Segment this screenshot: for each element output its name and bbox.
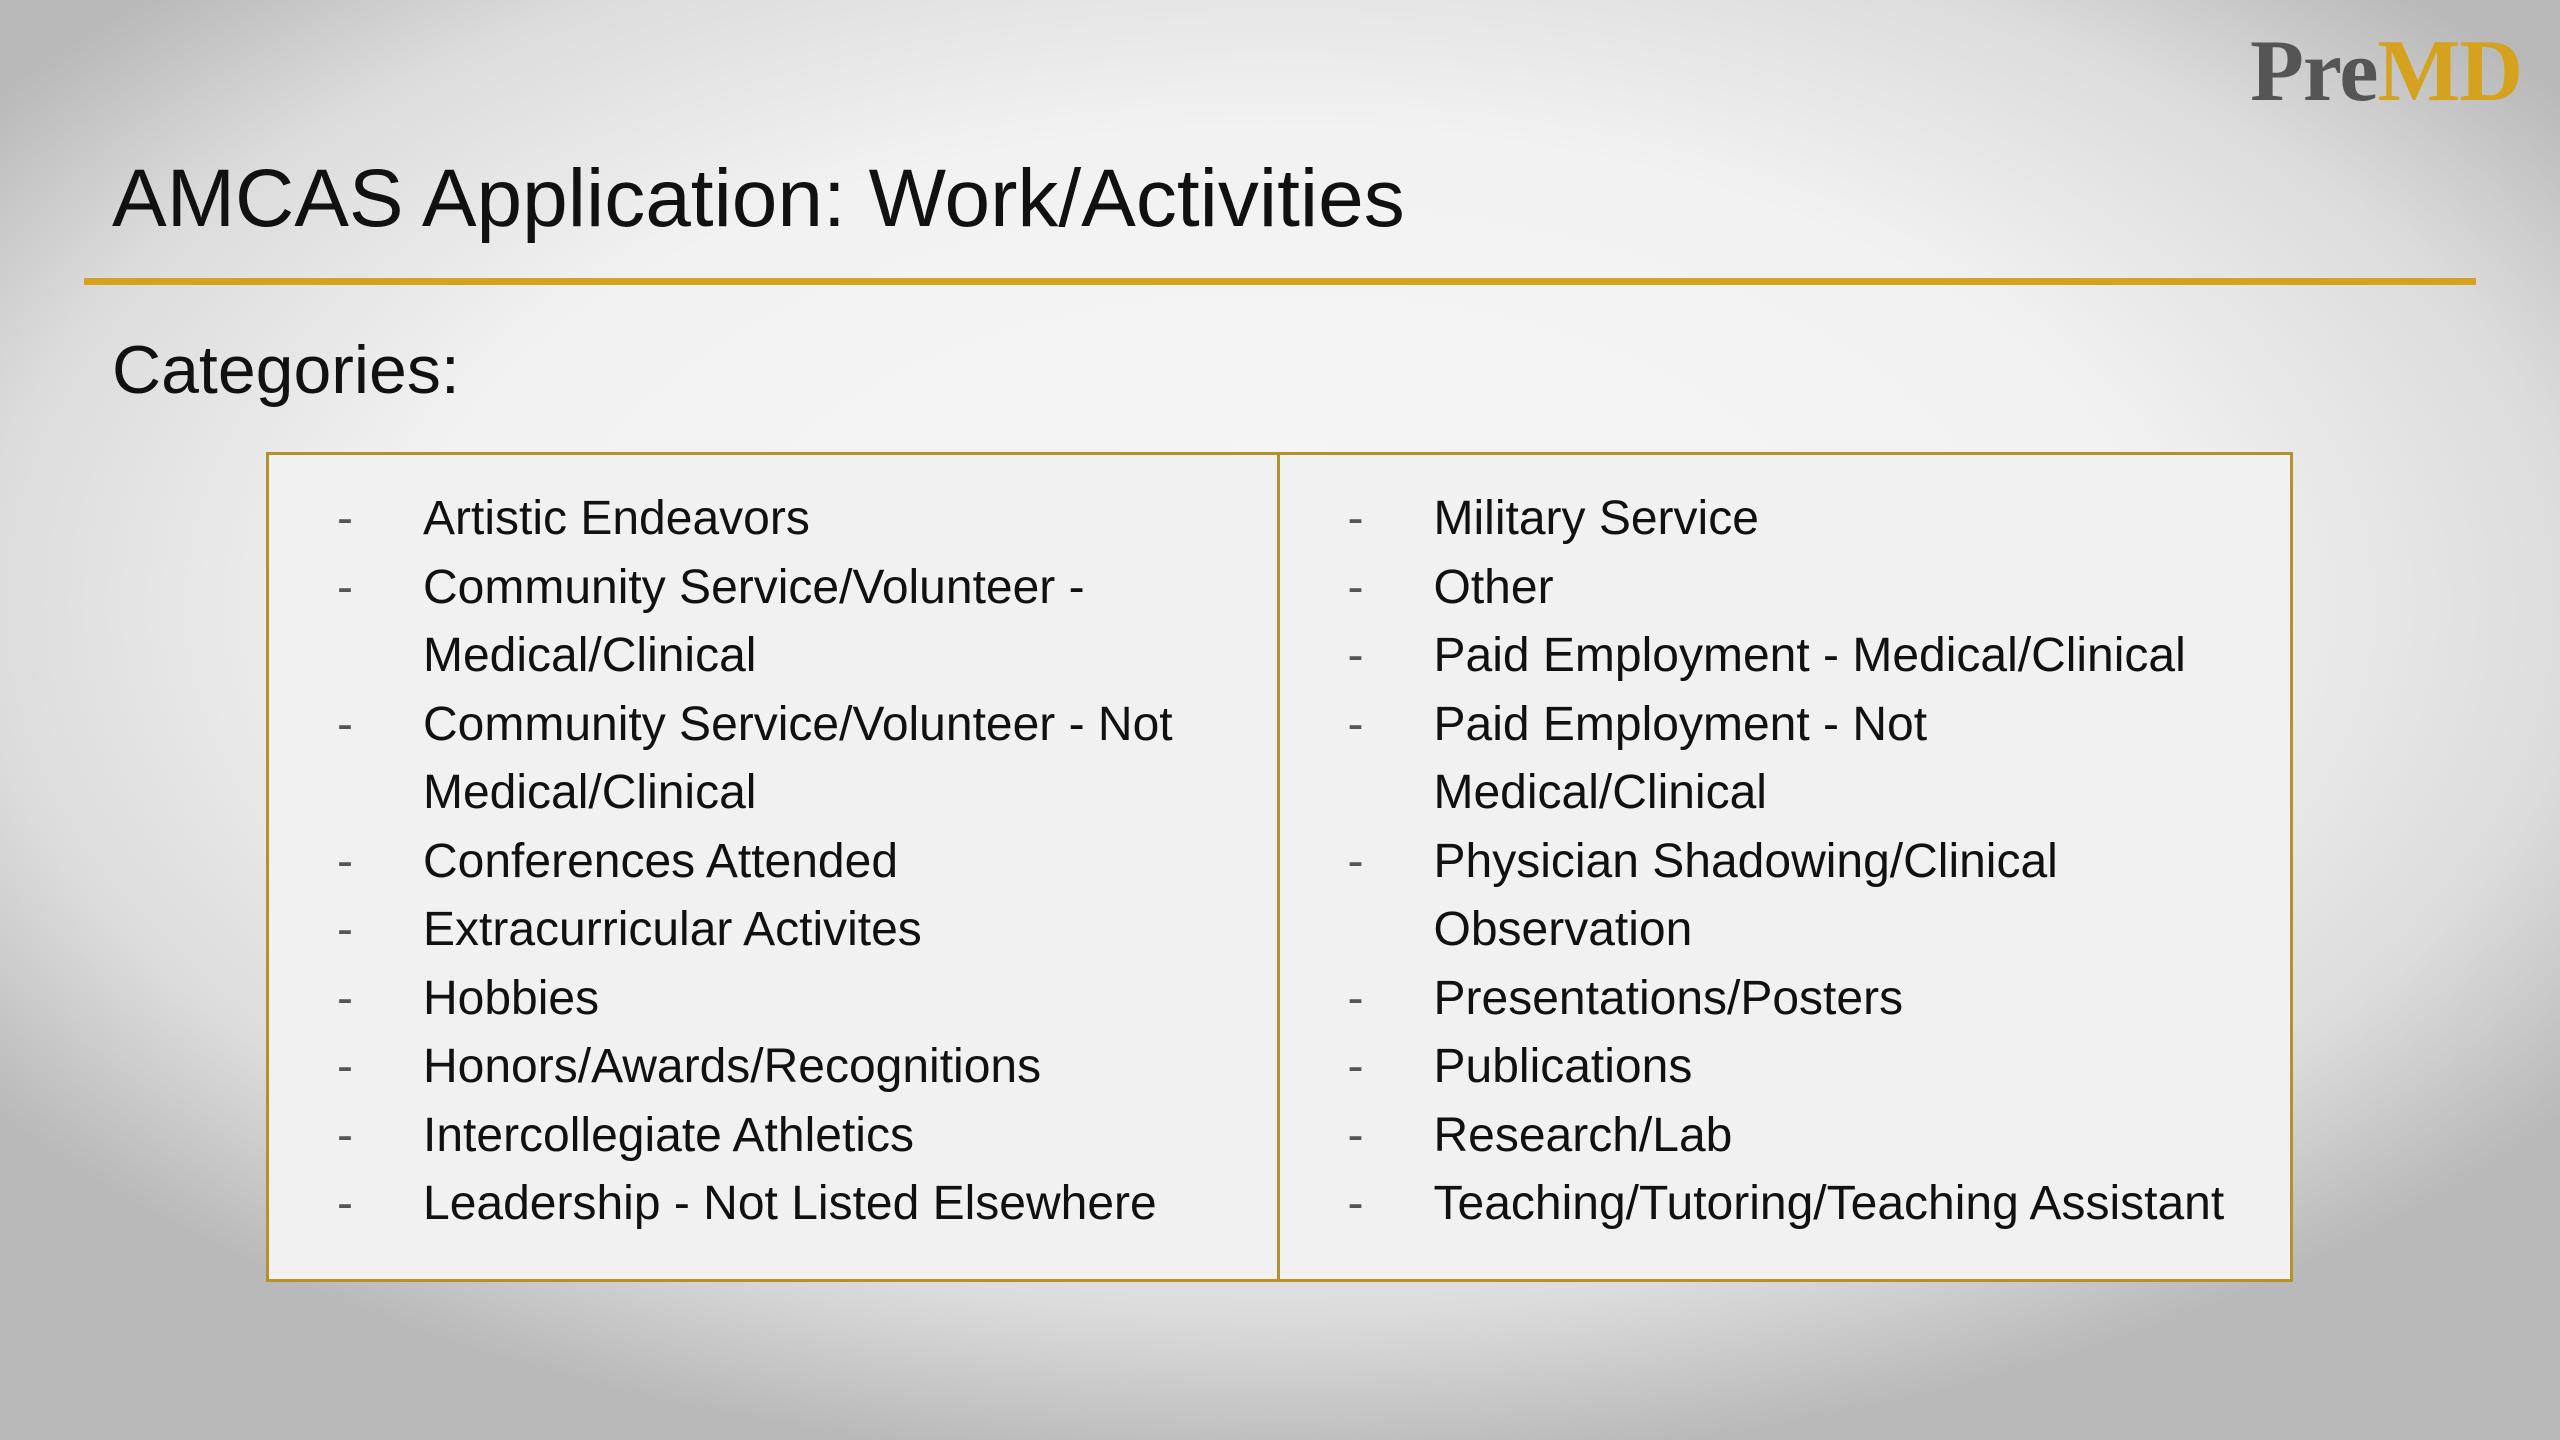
bullet-dash: - (1347, 971, 1364, 1025)
category-label: Artistic Endeavors (423, 492, 810, 545)
bullet-dash: - (1347, 1108, 1364, 1162)
bullet-dash: - (1347, 629, 1364, 682)
title-underline (84, 278, 2476, 285)
categories-right-column (1280, 455, 2291, 1279)
bullet-dash: - (1347, 560, 1364, 614)
list-item (1280, 1170, 2291, 1239)
bullet-dash: - (337, 1177, 353, 1230)
category-label: Conferences Attended (423, 834, 899, 888)
slide-title: AMCAS Application: Work/Activities (112, 153, 1405, 244)
bullet-dash: - (337, 697, 353, 751)
bullet-dash: - (337, 492, 353, 545)
category-label: Community Service/Volunteer - Medical/Clinical (423, 560, 1085, 682)
premd-logo (2250, 23, 2522, 120)
bullet-dash: - (1347, 1040, 1364, 1093)
list-item (269, 485, 1277, 554)
list-item (1280, 828, 2291, 965)
list-item (1280, 622, 2291, 691)
list-item (1280, 554, 2291, 623)
categories-table (266, 452, 2293, 1282)
category-label: Presentations/Posters (1433, 971, 1904, 1025)
category-label: Other (1433, 560, 1554, 614)
logo-md: MD (2377, 23, 2522, 120)
bullet-dash: - (337, 903, 353, 956)
category-label: Extracurricular Activites (423, 903, 922, 956)
bullet-dash: - (1347, 834, 1364, 888)
logo-pre: Pre (2250, 23, 2378, 120)
bullet-dash: - (337, 1108, 353, 1162)
list-item (1280, 485, 2291, 554)
bullet-dash: - (337, 834, 353, 888)
category-label: Research/Lab (1433, 1108, 1733, 1162)
bullet-dash: - (1347, 492, 1364, 545)
list-item (1280, 1102, 2291, 1171)
list-item (269, 1102, 1277, 1171)
list-item (269, 554, 1277, 691)
list-item (269, 965, 1277, 1034)
category-label: Hobbies (423, 971, 600, 1025)
list-item (269, 1170, 1277, 1239)
category-label: Teaching/Tutoring/Teaching Assistant (1433, 1177, 2225, 1230)
list-item (269, 691, 1277, 828)
bullet-dash: - (337, 560, 353, 614)
slide-subtitle: Categories: (112, 332, 460, 408)
bullet-dash: - (1347, 1177, 1364, 1230)
category-label: Honors/Awards/Recognitions (423, 1040, 1042, 1093)
list-item (1280, 965, 2291, 1034)
category-label: Military Service (1433, 492, 1759, 545)
list-item (269, 896, 1277, 965)
bullet-dash: - (337, 971, 353, 1025)
category-label: Intercollegiate Athletics (423, 1108, 914, 1162)
bullet-dash: - (337, 1040, 353, 1093)
category-label: Community Service/Volunteer - Not Medical/Clinical (423, 697, 1173, 819)
category-label: Physician Shadowing/Clinical Observation (1433, 834, 2058, 956)
category-label: Publications (1433, 1040, 1693, 1093)
list-item (269, 828, 1277, 897)
list-item (1280, 691, 2291, 828)
list-item (1280, 1033, 2291, 1102)
category-label: Leadership - Not Listed Elsewhere (423, 1177, 1157, 1230)
categories-left-column (269, 455, 1280, 1279)
category-label: Paid Employment - Not Medical/Clinical (1433, 697, 1928, 819)
list-item (269, 1033, 1277, 1102)
bullet-dash: - (1347, 697, 1364, 751)
category-label: Paid Employment - Medical/Clinical (1433, 629, 2186, 682)
